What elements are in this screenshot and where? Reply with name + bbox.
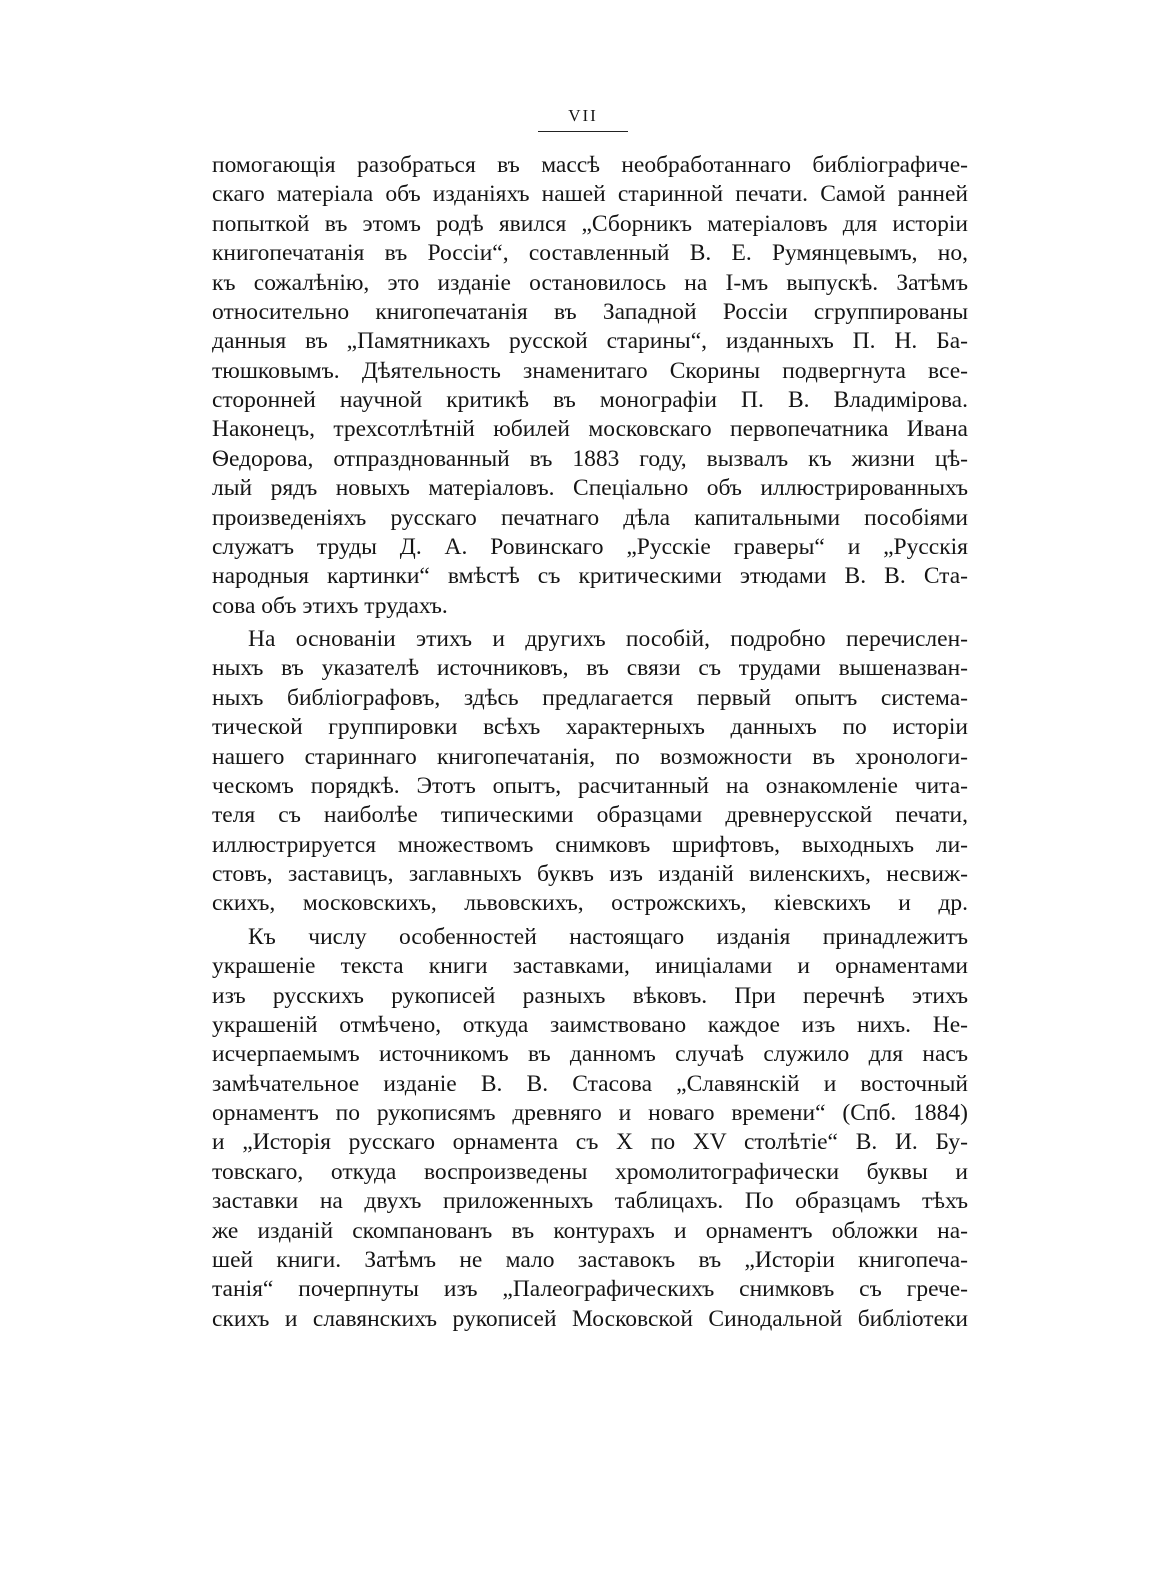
text-line: стовъ, заставицъ, заглавныхъ буквъ изъ изданій виленскихъ, несвиж-: [212, 861, 968, 887]
text-line: украшеній отмѣчено, откуда заимствовано каждое изъ нихъ. Не-: [212, 1011, 968, 1038]
text-line: же изданій скомпанованъ въ контурахъ и орнаментъ обложки на-: [212, 1217, 968, 1244]
text-line: скаго матеріала объ изданіяхъ нашей старинной печати. Самой ранней: [212, 181, 968, 208]
text-line: иллюстрируется множествомъ снимковъ шрифтовъ, выходныхъ ли-: [212, 831, 968, 858]
text-line: скихъ, московскихъ, львовскихъ, острожскихъ, кіевскихъ и др.: [212, 890, 968, 917]
text-line: служатъ труды Д. А. Ровинскаго „Русскіе граверы“ и „Русскія: [212, 533, 968, 560]
text-line: попыткой въ этомъ родѣ явился „Сборникъ матеріаловъ для исторіи: [212, 210, 968, 237]
text-line: сторонней научной критикѣ въ монографіи П. В. Владимірова.: [212, 387, 968, 413]
text-line: къ сожалѣнію, это изданіе остановилось на I-мъ выпускѣ. Затѣмъ: [212, 269, 968, 296]
text-line: ныхъ библіографовъ, здѣсь предлагается первый опытъ система-: [212, 684, 968, 711]
text-line: данныя въ „Памятникахъ русской старины“, изданныхъ П. Н. Ба-: [212, 328, 968, 355]
page-number-rule: [538, 131, 628, 132]
text-line: народныя картинки“ вмѣстѣ съ критическими этюдами В. В. Ста-: [212, 563, 968, 590]
text-line: тической группировки всѣхъ характерныхъ данныхъ по исторіи: [212, 714, 968, 741]
text-line: изъ русскихъ рукописей разныхъ вѣковъ. При перечнѣ этихъ: [212, 982, 968, 1009]
paragraph-2: [212, 625, 968, 919]
text-line: замѣчательное изданіе В. В. Стасова „Славянскій и восточный: [212, 1070, 968, 1097]
text-line: На основаніи этихъ и другихъ пособій, подробно перечислен-: [248, 626, 968, 652]
text-line: шей книги. Затѣмъ не мало заставокъ въ „Исторіи книгопеча-: [212, 1246, 968, 1273]
page-number: VII: [568, 106, 598, 125]
text-line: орнаментъ по рукописямъ древняго и новаго времени“ (Спб. 1884): [212, 1100, 968, 1126]
text-line: относительно книгопечатанія въ Западной Россіи сгруппированы: [212, 298, 968, 325]
text-line: лый рядъ новыхъ матеріаловъ. Спеціально объ иллюстрированныхъ: [212, 475, 968, 502]
text-line: произведеніяхъ русскаго печатнаго дѣла капитальными пособіями: [212, 504, 968, 531]
text-line: товскаго, откуда воспроизведены хромолитографически буквы и: [212, 1158, 968, 1185]
text-line: скихъ и славянскихъ рукописей Московской Синодальной библіотеки: [212, 1305, 968, 1332]
text-line: книгопечатанія въ Россіи“, составленный В. Е. Румянцевымъ, но,: [212, 240, 968, 267]
text-line: Наконецъ, трехсотлѣтній юбилей московскаго первопечатника Ивана: [212, 416, 968, 443]
text-line: Ѳедорова, отпразднованный въ 1883 году, вызвалъ къ жизни цѣ-: [212, 445, 968, 472]
text-line: ческомъ порядкѣ. Этотъ опытъ, расчитанный на ознакомленіе чита-: [212, 772, 968, 799]
text-line: танія“ почерпнуты изъ „Палеографическихъ снимковъ съ грече-: [212, 1276, 968, 1303]
text-line: Къ числу особенностей настоящаго изданія принадлежитъ: [248, 923, 968, 950]
paragraph-3: [212, 923, 968, 1334]
text-line: теля съ наиболѣе типическими образцами древнерусской печати,: [212, 802, 968, 829]
text-line: заставки на двухъ приложенныхъ таблицахъ. По образцамъ тѣхъ: [212, 1188, 968, 1215]
text-line: исчерпаемымъ источникомъ въ данномъ случаѣ служило для насъ: [212, 1041, 968, 1068]
text-line: и „Исторія русскаго орнамента съ X по XV столѣтіе“ В. И. Бу-: [212, 1129, 968, 1156]
text-line: помогающія разобраться въ массѣ необработаннаго библіографиче-: [212, 152, 968, 178]
text-line: ныхъ въ указателѣ источниковъ, въ связи съ трудами вышеназван-: [212, 655, 968, 682]
text-line: сова объ этихъ трудахъ.: [212, 592, 448, 619]
text-line: тюшковымъ. Дѣятельность знаменитаго Скорины подвергнута все-: [212, 357, 968, 384]
paragraph-1: [212, 151, 968, 621]
text-line: украшеніе текста книги заставками, иниціалами и орнаментами: [212, 953, 968, 980]
body-text: [212, 151, 968, 1334]
text-line: нашего стариннаго книгопечатанія, по возможности въ хронологи-: [212, 743, 968, 770]
